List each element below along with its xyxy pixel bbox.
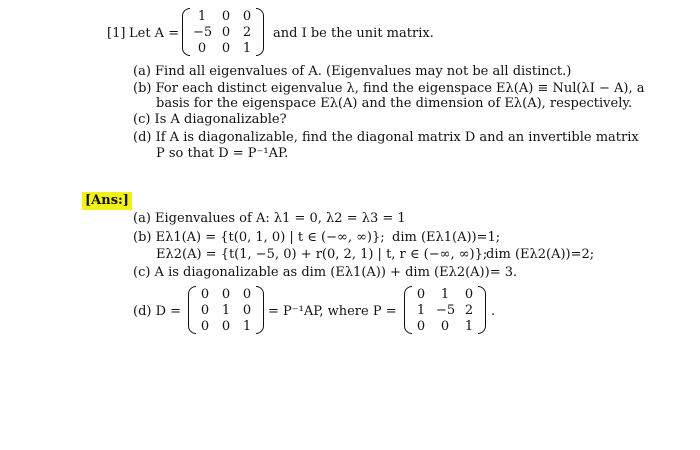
left-paren bbox=[182, 8, 190, 56]
matrix-cell: 1 bbox=[197, 8, 207, 24]
matrix-a bbox=[182, 8, 264, 56]
matrix-cell: 0 bbox=[242, 8, 252, 24]
question-intro: Let A = bbox=[129, 26, 180, 41]
right-paren bbox=[256, 286, 264, 334]
answer-b1-dim: dim (Eλ1(A))=1; bbox=[392, 230, 501, 245]
matrix-cell: 0 bbox=[221, 8, 231, 24]
matrix-cell: 0 bbox=[221, 24, 231, 40]
answer-c: (c) A is diagonalizable as dim (Eλ1(A)) + dim (Eλ2(A))= 3. bbox=[133, 265, 518, 280]
question-part-d-line1: (d) If A is diagonalizable, find the diagonal matrix D and an invertible matrix bbox=[133, 130, 639, 145]
answer-d-end: . bbox=[491, 304, 496, 319]
matrix-cell: 2 bbox=[242, 24, 252, 40]
matrix-cell: 0 bbox=[197, 40, 207, 56]
answer-b2: Eλ2(A) = {t(1, −5, 0) + r(0, 2, 1) | t, r ∈ (−∞, ∞)}; bbox=[156, 247, 488, 262]
matrix-cell: 0 bbox=[440, 318, 450, 334]
matrix-cell: 0 bbox=[242, 286, 252, 302]
matrix-cell: 0 bbox=[200, 286, 210, 302]
question-part-d-line2: P so that D = P⁻¹AP. bbox=[156, 146, 289, 161]
question-number: [1] bbox=[107, 26, 126, 41]
matrix-cell: 0 bbox=[242, 302, 252, 318]
right-paren bbox=[256, 8, 264, 56]
matrix-cell: −5 bbox=[193, 24, 213, 40]
question-part-a: (a) Find all eigenvalues of A. (Eigenvalues may not be all distinct.) bbox=[133, 64, 572, 79]
answer-label: [Ans:] bbox=[82, 192, 132, 210]
matrix-cell: 0 bbox=[221, 286, 231, 302]
answer-b1: (b) Eλ1(A) = {t(0, 1, 0) | t ∈ (−∞, ∞)}; bbox=[133, 230, 385, 245]
question-part-b-line1: (b) For each distinct eigenvalue λ, find the eigenspace Eλ(A) ≡ Nul(λI − A), a bbox=[133, 81, 645, 96]
matrix-p bbox=[404, 286, 486, 334]
question-part-c: (c) Is A diagonalizable? bbox=[133, 112, 287, 127]
matrix-cell: 0 bbox=[221, 318, 231, 334]
left-paren bbox=[188, 286, 196, 334]
matrix-d bbox=[188, 286, 264, 334]
question-intro-tail: and I be the unit matrix. bbox=[273, 26, 434, 41]
matrix-cell: 0 bbox=[200, 318, 210, 334]
matrix-cell: 0 bbox=[416, 318, 426, 334]
matrix-cell: −5 bbox=[436, 302, 456, 318]
question-part-b-line2: basis for the eigenspace Eλ(A) and the dimension of Eλ(A), respectively. bbox=[156, 96, 633, 111]
matrix-cell: 0 bbox=[221, 40, 231, 56]
matrix-cell: 1 bbox=[221, 302, 231, 318]
matrix-cell: 1 bbox=[464, 318, 474, 334]
matrix-cell: 1 bbox=[242, 318, 252, 334]
answer-d-mid: = P⁻¹AP, where P = bbox=[268, 304, 397, 319]
left-paren bbox=[404, 286, 412, 334]
answer-b2-dim: dim (Eλ2(A))=2; bbox=[486, 247, 595, 262]
matrix-cell: 1 bbox=[416, 302, 426, 318]
right-paren bbox=[478, 286, 486, 334]
answer-a: (a) Eigenvalues of A: λ1 = 0, λ2 = λ3 = 1 bbox=[133, 211, 406, 226]
matrix-cell: 1 bbox=[242, 40, 252, 56]
matrix-cell: 2 bbox=[464, 302, 474, 318]
matrix-cell: 0 bbox=[200, 302, 210, 318]
matrix-cell: 0 bbox=[464, 286, 474, 302]
matrix-cell: 0 bbox=[416, 286, 426, 302]
answer-d-prefix: (d) D = bbox=[133, 304, 182, 319]
matrix-cell: 1 bbox=[440, 286, 450, 302]
